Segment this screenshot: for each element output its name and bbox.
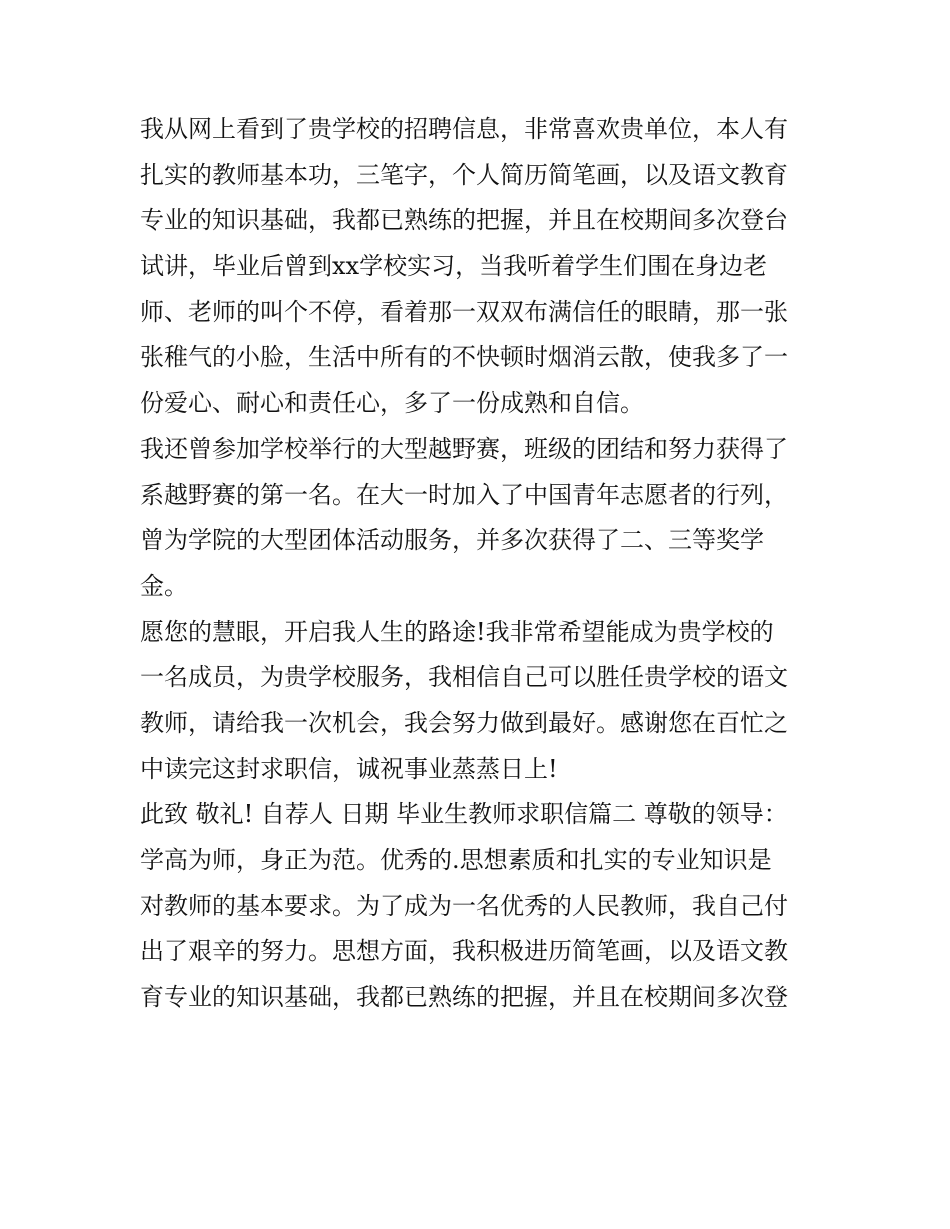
- text-line: 一名成员，为贵学校服务，我相信自己可以胜任贵学校的语文: [140, 663, 788, 692]
- text-line: 师、老师的叫个不停，看着那一双双布满信任的眼睛，那一张: [140, 297, 788, 326]
- text-line: 我从网上看到了贵学校的招聘信息，非常喜欢贵单位，本人有: [140, 115, 788, 143]
- text-line: 曾为学院的大型团体活动服务，并多次获得了二、三等奖学: [140, 526, 764, 555]
- text-line: 学高为师，身正为范。优秀的.思想素质和扎实的专业知识是: [140, 846, 772, 874]
- text-line: 此致 敬礼! 自荐人 日期 毕业生教师求职信篇二 尊敬的领导：: [140, 800, 788, 829]
- text-line: 愿您的慧眼，开启我人生的路途!我非常希望能成为贵学校的: [140, 617, 774, 646]
- text-line: 中读完这封求职信，诚祝事业蒸蒸日上!: [140, 754, 558, 783]
- text-line: 对教师的基本要求。为了成为一名优秀的人民教师，我自己付: [140, 891, 788, 920]
- text-line: 张稚气的小脸，生活中所有的不快顿时烟消云散，使我多了一: [140, 343, 788, 372]
- text-line: 育专业的知识基础，我都已熟练的把握，并且在校期间多次登: [140, 983, 788, 1012]
- text-line: 专业的知识基础，我都已熟练的把握，并且在校期间多次登台: [140, 206, 788, 235]
- text-line: 试讲，毕业后曾到xx学校实习，当我听着学生们围在身边老: [140, 252, 768, 281]
- text-line: 系越野赛的第一名。在大一时加入了中国青年志愿者的行列，: [140, 480, 788, 509]
- text-line: 金。: [140, 571, 188, 600]
- body-text: [140, 107, 820, 1021]
- text-line: 扎实的教师基本功，三笔字，个人简历简笔画，以及语文教育: [140, 160, 788, 189]
- text-line: 出了艰辛的努力。思想方面，我积极进历简笔画，以及语文教: [140, 937, 788, 966]
- text-line: 我还曾参加学校举行的大型越野赛，班级的团结和努力获得了: [140, 434, 788, 463]
- text-line: 教师，请给我一次机会，我会努力做到最好。感谢您在百忙之: [140, 708, 788, 737]
- text-line: 份爱心、耐心和责任心，多了一份成熟和自信。: [140, 389, 644, 418]
